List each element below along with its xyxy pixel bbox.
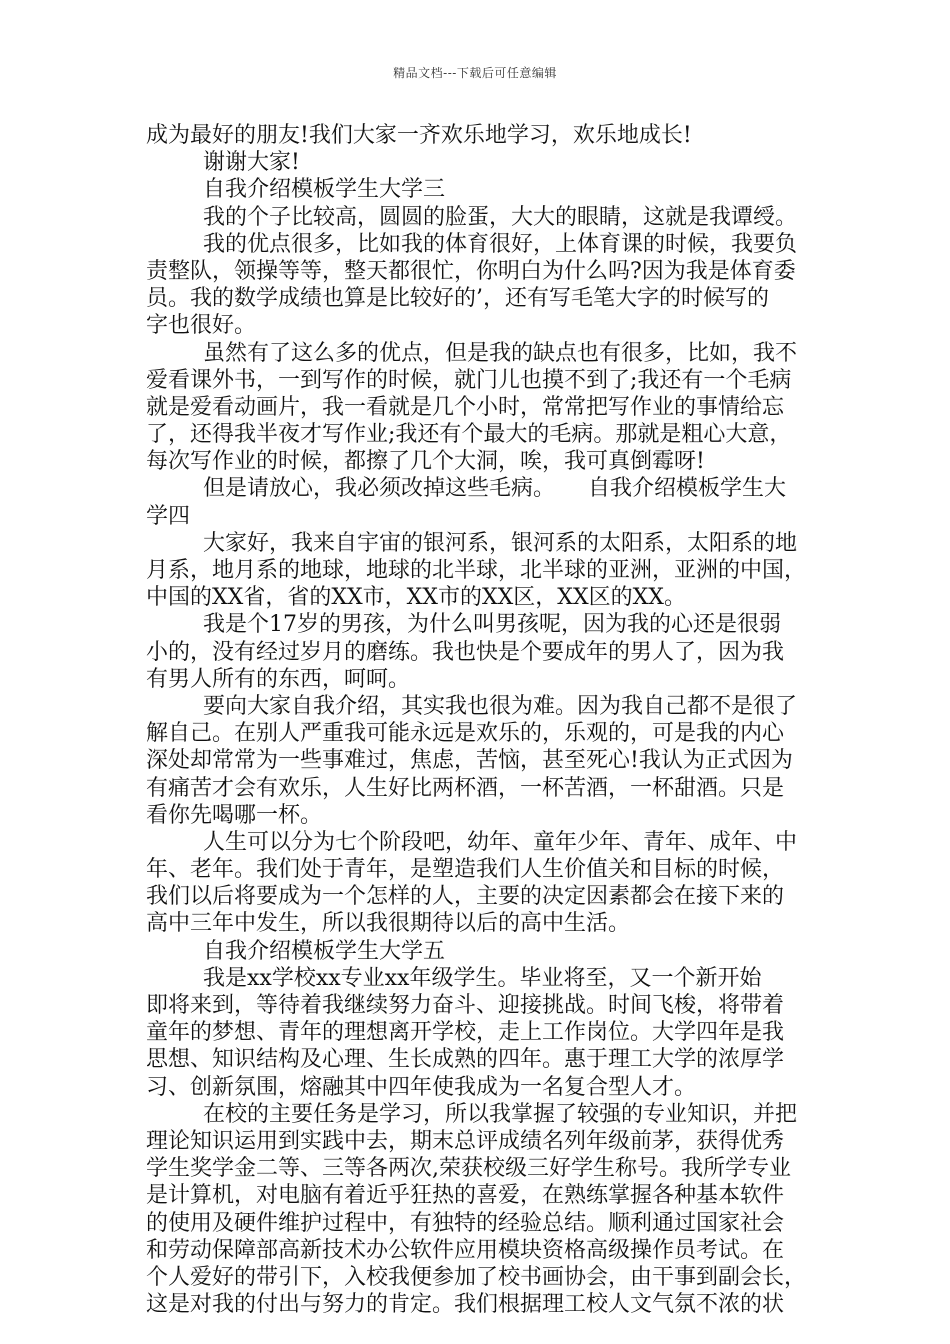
text-line: 自我介绍模板学生大学五 [203, 938, 446, 964]
text-line: 我是xx学校xx专业xx年级学生。毕业将至，又一个新开始 [203, 965, 762, 991]
text-line: 要向大家自我介绍，其实我也很为难。因为我自己都不是很了 [203, 693, 798, 719]
text-line: 个人爱好的带引下，入校我便参加了校书画协会，由干事到副会长， [146, 1264, 807, 1290]
document-body [146, 122, 808, 1318]
text-line: 就是爱看动画片，我一看就是几个小时，常常把写作业的事情给忘 [146, 394, 785, 420]
text-line: 大家好，我来自宇宙的银河系，银河系的太阳系，太阳系的地 [203, 530, 798, 556]
text-line: 这是对我的付出与努力的肯定。我们根据理工校人文气氛不浓的状 [146, 1292, 785, 1318]
text-line: 学四 [146, 503, 191, 529]
text-line: 爱看课外书，一到写作的时候，就门儿也摸不到了;我还有一个毛病 [146, 367, 792, 393]
text-line: 理论知识运用到实践中去，期末总评成绩名列年级前茅，获得优秀 [146, 1128, 785, 1154]
text-line: 即将来到，等待着我继续努力奋斗、迎接挑战。时间飞梭，将带着 [146, 993, 785, 1018]
text-line: 但是请放心，我必须改掉这些毛病。 自我介绍模板学生大 [203, 476, 787, 502]
text-line: 虽然有了这么多的优点，但是我的缺点也有很多，比如，我不 [203, 340, 798, 366]
text-line: 童年的梦想、青年的理想离开学校，走上工作岗位。大学四年是我 [146, 1020, 785, 1046]
text-line: 每次写作业的时候，都擦了几个大洞，唉，我可真倒霉呀! [146, 449, 705, 475]
text-line: 深处却常常为一些事难过，焦虑，苦恼，甚至死心!我认为正式因为 [146, 748, 793, 774]
text-line: 小的，没有经过岁月的磨练。我也快是个要成年的男人了，因为我 [146, 639, 785, 665]
text-line: 思想、知识结构及心理、生长成熟的四年。惠于理工大学的浓厚学 [146, 1047, 785, 1073]
text-line: 责整队，领操等等，整天都很忙，你明白为什么吗?因为我是体育委 [146, 258, 796, 284]
text-line: 月系，地月系的地球，地球的北半球，北半球的亚洲，亚洲的中国， [146, 558, 807, 583]
text-line: 我们以后将要成为一个怎样的人，主要的决定因素都会在接下来的 [146, 884, 785, 910]
text-line: 和劳动保障部高新技术办公软件应用模块资格高级操作员考试。在 [146, 1237, 785, 1263]
text-line: 成为最好的朋友!我们大家一齐欢乐地学习，欢乐地成长! [146, 123, 692, 148]
text-line: 中国的XX省，省的XX市，XX市的XX区，XX区的XX。 [146, 585, 686, 611]
text-line: 解自己。在别人严重我可能永远是欢乐的，乐观的，可是我的内心 [146, 721, 785, 747]
text-line: 看你先喝哪一杯。 [146, 802, 323, 828]
text-line: 学生奖学金二等、三等各两次,荣获校级三好学生称号。我所学专业 [146, 1156, 791, 1182]
text-line: 有痛苦才会有欢乐，人生好比两杯酒，一杯苦酒，一杯甜酒。只是 [146, 775, 785, 801]
text-line: 我是个17岁的男孩，为什么叫男孩呢，因为我的心还是很弱 [203, 612, 781, 638]
text-line: 年、老年。我们处于青年，是塑造我们人生价值关和目标的时候， [146, 857, 785, 883]
text-line: 在校的主要任务是学习，所以我掌握了较强的专业知识，并把 [203, 1101, 798, 1127]
text-line: 我的优点很多，比如我的体育很好，上体育课的时候，我要负 [203, 231, 798, 257]
text-line: 员。我的数学成绩也算是比较好的’，还有写毛笔大字的时候写的 [146, 286, 769, 312]
text-line: 人生可以分为七个阶段吧，幼年、童年少年、青年、成年、中 [203, 829, 798, 855]
text-line: 有男人所有的东西，呵呵。 [146, 666, 411, 692]
text-line: 习、创新氛围，熔融其中四年使我成为一名复合型人才。 [146, 1074, 697, 1100]
page-header: 精品文档---下载后可任意编辑 [393, 66, 557, 80]
text-line: 谢谢大家! [203, 150, 300, 176]
text-line: 我的个子比较高，圆圆的脸蛋，大大的眼睛，这就是我谭绶。 [203, 204, 798, 230]
text-line: 字也很好。 [146, 313, 257, 339]
text-line: 高中三年中发生，所以我很期待以后的高中生活。 [146, 911, 631, 937]
text-line: 是计算机，对电脑有着近乎狂热的喜爱，在熟练掌握各种基本软件 [146, 1183, 785, 1209]
text-line: 的使用及硬件维护过程中，有独特的经验总结。顺利通过国家社会 [146, 1210, 785, 1236]
text-line: 自我介绍模板学生大学三 [203, 177, 446, 203]
text-line: 了，还得我半夜才写作业;我还有个最大的毛病。那就是粗心大意， [146, 422, 792, 448]
